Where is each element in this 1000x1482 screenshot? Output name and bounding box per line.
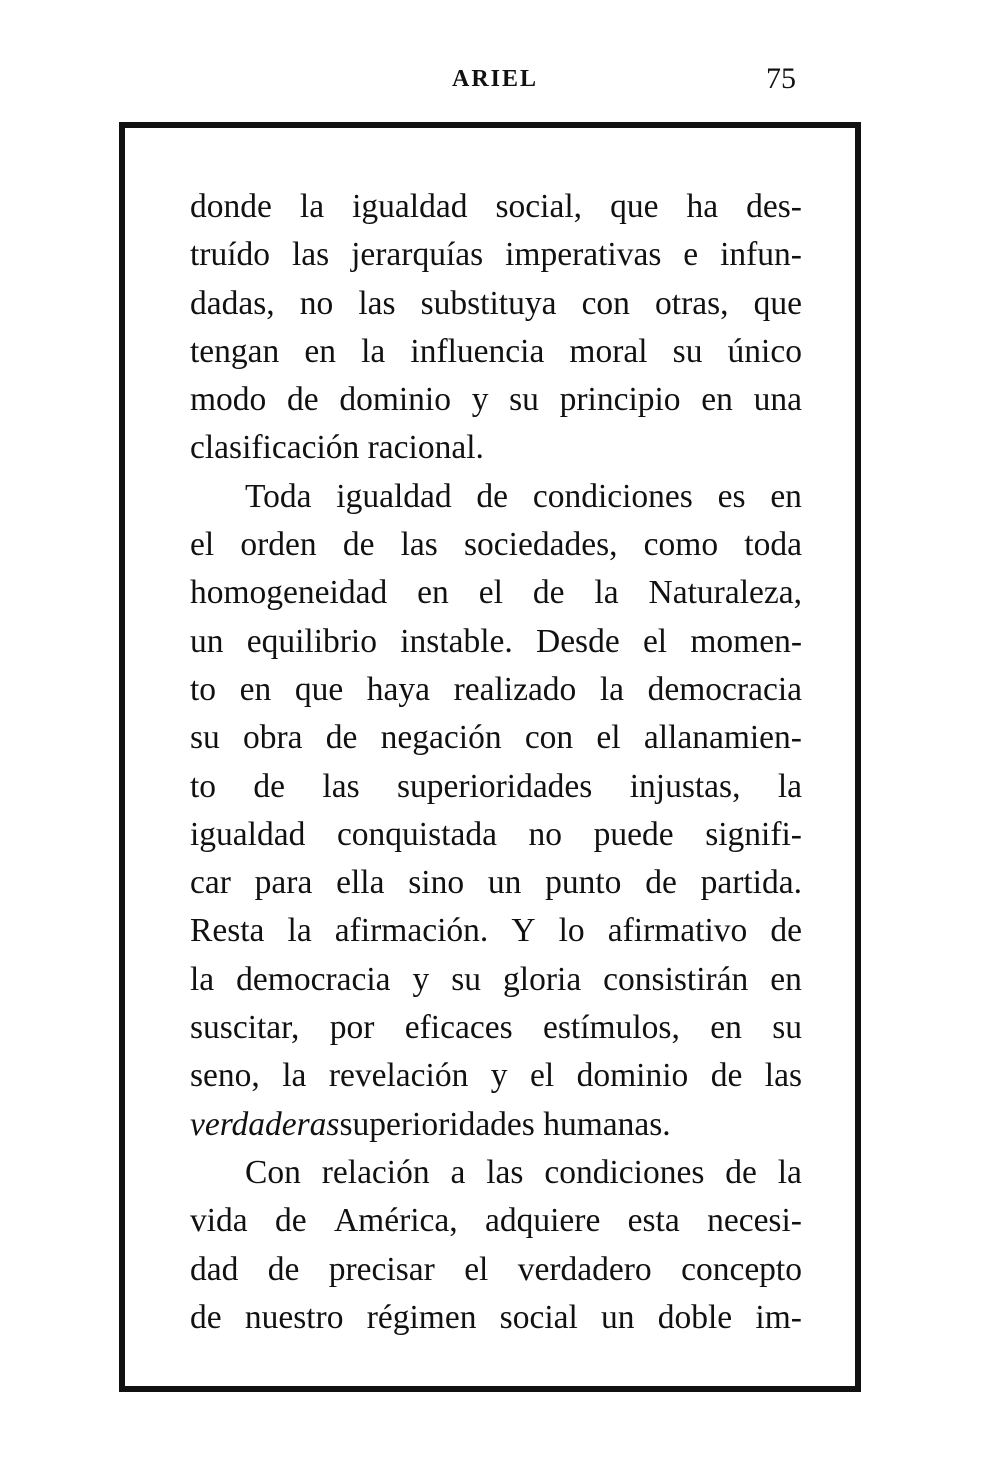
word: el bbox=[529, 1057, 555, 1095]
text-line bbox=[190, 618, 802, 666]
text-line bbox=[190, 1294, 802, 1342]
word: afirmativo bbox=[607, 912, 748, 950]
text-line bbox=[190, 1052, 802, 1100]
word: en bbox=[701, 381, 733, 419]
word: instable. bbox=[400, 622, 513, 660]
word: su bbox=[451, 960, 482, 998]
word: de bbox=[253, 767, 286, 805]
word: afirmación. bbox=[334, 912, 489, 950]
word: allanamien- bbox=[643, 719, 802, 757]
word: gloria bbox=[503, 960, 582, 998]
word: dad bbox=[190, 1250, 239, 1288]
word: régimen bbox=[366, 1298, 477, 1336]
word: la bbox=[190, 960, 215, 998]
word: superioridades bbox=[396, 767, 593, 805]
word: las bbox=[764, 1057, 802, 1095]
word: influencia bbox=[410, 332, 545, 370]
word: injustas, bbox=[629, 767, 741, 805]
word: por bbox=[329, 1009, 375, 1047]
word: es bbox=[717, 477, 746, 515]
text-line bbox=[190, 811, 802, 859]
text-line bbox=[190, 859, 802, 907]
word: doble bbox=[657, 1298, 733, 1336]
word: las bbox=[291, 236, 330, 274]
word: de bbox=[287, 381, 319, 419]
word: y bbox=[471, 381, 489, 419]
word: una bbox=[753, 381, 802, 419]
word: seno, bbox=[190, 1057, 260, 1095]
word: que bbox=[753, 284, 802, 322]
word: momen- bbox=[690, 622, 802, 660]
text-line bbox=[190, 473, 802, 521]
word: su bbox=[190, 719, 220, 757]
word: moral bbox=[569, 332, 648, 370]
word: y bbox=[490, 1057, 508, 1095]
word: no bbox=[299, 284, 334, 322]
word: de bbox=[710, 1057, 743, 1095]
word: revelación bbox=[328, 1057, 469, 1095]
word: modo bbox=[190, 381, 267, 419]
word: realizado bbox=[453, 670, 577, 708]
text-line bbox=[190, 1149, 802, 1197]
word: la bbox=[299, 188, 325, 225]
word: el bbox=[596, 719, 621, 757]
word: el bbox=[464, 1250, 489, 1288]
word: social bbox=[499, 1298, 578, 1336]
word: toda bbox=[744, 526, 802, 564]
word: ha bbox=[686, 188, 719, 225]
word: esta bbox=[627, 1202, 680, 1240]
word: nuestro bbox=[244, 1298, 344, 1336]
word: las bbox=[400, 526, 438, 564]
word: el bbox=[190, 526, 215, 564]
word: consistirán bbox=[603, 960, 749, 998]
word: eficaces bbox=[404, 1009, 513, 1047]
text-line bbox=[190, 183, 802, 231]
word: Desde bbox=[536, 622, 620, 660]
word: to bbox=[190, 670, 217, 708]
running-title: ARIEL bbox=[452, 66, 539, 92]
text-line bbox=[190, 521, 802, 569]
word: punto bbox=[545, 864, 622, 902]
word: substituya bbox=[420, 284, 557, 322]
word: un bbox=[601, 1298, 635, 1336]
word: en bbox=[304, 332, 337, 370]
word: condiciones bbox=[544, 1153, 705, 1191]
word: homogeneidad bbox=[190, 574, 388, 612]
word: democracia bbox=[647, 670, 802, 708]
word: otras, bbox=[655, 284, 729, 322]
word: de bbox=[275, 1202, 307, 1240]
word: social, bbox=[495, 188, 583, 225]
word: en bbox=[770, 477, 802, 515]
word: único bbox=[727, 332, 802, 370]
word: de bbox=[190, 1298, 222, 1336]
word: tengan bbox=[190, 332, 280, 370]
word: precisar bbox=[328, 1250, 435, 1288]
word: las bbox=[358, 284, 396, 322]
word: no bbox=[528, 815, 563, 853]
word: relación bbox=[321, 1153, 430, 1191]
word: igualdad bbox=[352, 188, 468, 225]
word: la bbox=[361, 332, 386, 370]
word: la bbox=[282, 1057, 307, 1095]
word: en bbox=[417, 574, 449, 612]
word: que bbox=[294, 670, 344, 708]
text-line bbox=[190, 714, 802, 762]
word: obra bbox=[243, 719, 303, 757]
word: su bbox=[509, 381, 539, 419]
page-header bbox=[0, 58, 1000, 98]
word: igualdad bbox=[190, 815, 306, 853]
text-line bbox=[190, 763, 802, 811]
word: negación bbox=[380, 719, 502, 757]
word: sociedades, bbox=[464, 526, 618, 564]
text-line bbox=[190, 328, 802, 376]
word: en bbox=[239, 670, 272, 708]
page-number: 75 bbox=[766, 62, 796, 95]
word: ella bbox=[336, 864, 385, 902]
word: adquiere bbox=[485, 1202, 601, 1240]
word: el bbox=[478, 574, 503, 612]
word: Resta bbox=[190, 912, 265, 950]
word: América, bbox=[333, 1202, 458, 1240]
text-line: clasificación racional. bbox=[190, 429, 484, 467]
text-line bbox=[190, 666, 802, 714]
word: de bbox=[725, 1153, 757, 1191]
word: un bbox=[487, 864, 522, 902]
word: la bbox=[599, 670, 625, 708]
word: equilibrio bbox=[246, 622, 377, 660]
word: Con bbox=[245, 1153, 301, 1191]
word: con bbox=[524, 719, 574, 757]
word: puede bbox=[593, 815, 674, 853]
text-line bbox=[190, 907, 802, 955]
word: que bbox=[610, 188, 659, 225]
word: en bbox=[710, 1009, 742, 1047]
word: las bbox=[486, 1153, 524, 1191]
word: conquistada bbox=[336, 815, 497, 853]
word: donde bbox=[190, 188, 272, 225]
word: y bbox=[412, 960, 430, 998]
text-line bbox=[190, 376, 802, 424]
word: e bbox=[683, 236, 699, 274]
word: de bbox=[342, 526, 375, 564]
word: suscitar, bbox=[190, 1009, 300, 1047]
word: a bbox=[450, 1153, 466, 1191]
word: partida. bbox=[700, 864, 802, 902]
text-line bbox=[190, 231, 802, 279]
word: de bbox=[532, 574, 565, 612]
word: infun- bbox=[720, 236, 802, 274]
word: sino bbox=[408, 864, 465, 902]
word: imperativas bbox=[505, 236, 662, 274]
word: Naturaleza, bbox=[648, 574, 802, 612]
word: Toda bbox=[245, 477, 312, 515]
word: la bbox=[777, 1153, 802, 1191]
word: to bbox=[190, 767, 217, 805]
word: im- bbox=[755, 1298, 802, 1336]
word: principio bbox=[559, 381, 681, 419]
word: de bbox=[770, 912, 802, 950]
word: concepto bbox=[681, 1250, 802, 1288]
word: el bbox=[642, 622, 668, 660]
word: truído bbox=[190, 236, 271, 274]
text-line bbox=[190, 956, 802, 1004]
word: Y bbox=[511, 912, 536, 950]
word: la bbox=[287, 912, 312, 950]
word: verdadero bbox=[517, 1250, 652, 1288]
word: la bbox=[594, 574, 619, 612]
text-line bbox=[190, 1246, 802, 1294]
text-line bbox=[190, 569, 802, 617]
word: necesi- bbox=[707, 1202, 802, 1240]
word: dominio bbox=[576, 1057, 689, 1095]
word: de bbox=[267, 1250, 300, 1288]
word: estímulos, bbox=[543, 1009, 680, 1047]
word: la bbox=[777, 767, 802, 805]
word: condiciones bbox=[532, 477, 693, 515]
word: de bbox=[645, 864, 677, 902]
word: orden bbox=[240, 526, 317, 564]
text-line bbox=[190, 280, 802, 328]
word: signifi- bbox=[705, 815, 802, 853]
text-line bbox=[190, 1197, 802, 1245]
word: su bbox=[772, 1009, 802, 1047]
text-line bbox=[190, 1004, 802, 1052]
word: las bbox=[322, 767, 360, 805]
word: un bbox=[190, 622, 224, 660]
word: de bbox=[325, 719, 358, 757]
word: su bbox=[672, 332, 703, 370]
body-text bbox=[190, 183, 802, 1342]
word: de bbox=[476, 477, 509, 515]
word: dominio bbox=[339, 381, 451, 419]
word: con bbox=[581, 284, 630, 322]
word: dadas, bbox=[190, 284, 275, 322]
word: democracia bbox=[236, 960, 391, 998]
word: des- bbox=[746, 188, 802, 225]
word: lo bbox=[558, 912, 585, 950]
word: igualdad bbox=[336, 477, 452, 515]
word: car bbox=[190, 864, 231, 902]
text-line: verdaderas superioridades humanas. bbox=[190, 1101, 802, 1149]
italic-word: verdaderas bbox=[190, 1105, 340, 1143]
word: jerarquías bbox=[351, 236, 484, 274]
word: para bbox=[254, 864, 313, 902]
word: en bbox=[770, 960, 802, 998]
word: como bbox=[643, 526, 719, 564]
word: vida bbox=[190, 1202, 248, 1240]
word: haya bbox=[366, 670, 430, 708]
